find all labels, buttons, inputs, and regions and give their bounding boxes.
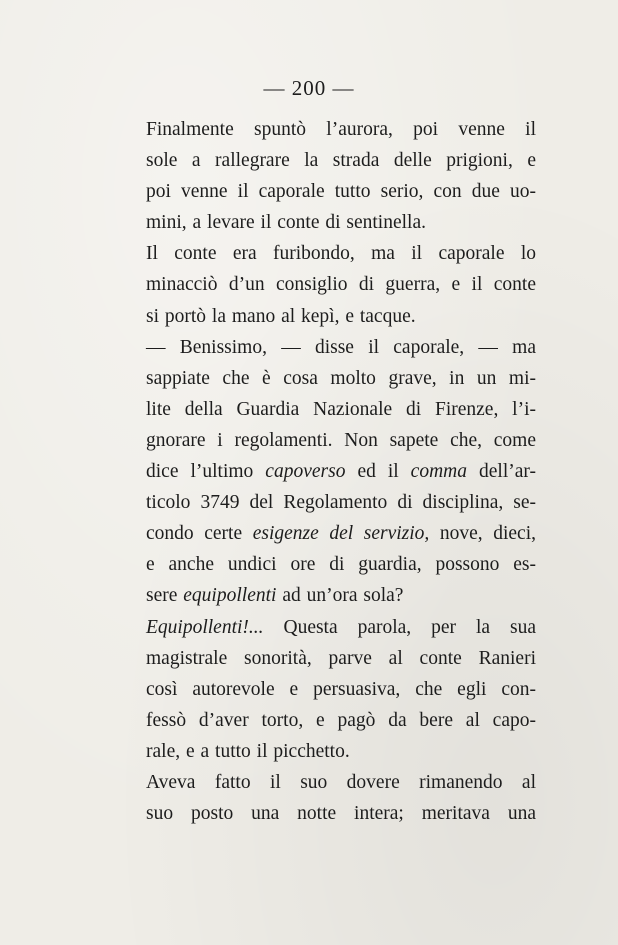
text-line: così autorevole e persuasiva, che egli con- — [146, 678, 536, 700]
text-line: dice l’ultimo capoverso ed il comma dell’ar- — [146, 461, 536, 483]
text-line: Aveva fatto il suo dovere rimanendo al — [146, 771, 536, 793]
text-line: e anche undici ore di guardia, possono es- — [146, 554, 536, 576]
text-line: sappiate che è cosa molto grave, in un mi- — [146, 367, 536, 389]
text-line: condo certe esigenze del servizio, nove, dieci, — [146, 523, 536, 545]
text-line: ticolo 3749 del Regolamento di disciplina, se- — [146, 492, 536, 514]
text-line: fessò d’aver torto, e pagò da bere al capo- — [146, 709, 536, 731]
text-line: sole a rallegrare la strada delle prigioni, e — [146, 150, 536, 172]
italic-term: capoverso — [265, 461, 346, 483]
paragraph — [132, 332, 536, 612]
text-line: — Benissimo, — disse il caporale, — ma — [146, 336, 536, 358]
text-line: mini, a levare il conte di sentinella. — [146, 212, 426, 234]
paragraph — [132, 612, 536, 767]
body-text — [132, 114, 536, 829]
text-line: si portò la mano al kepì, e tacque. — [146, 305, 416, 327]
text-line: rale, e a tutto il picchetto. — [146, 740, 350, 762]
text-line: Il conte era furibondo, ma il caporale lo — [146, 243, 536, 265]
text-line: Equipollenti!... Questa parola, per la sua — [146, 616, 536, 638]
text-line: suo posto una notte intera; meritava una — [146, 803, 536, 825]
page-number: — 200 — — [263, 76, 355, 100]
text-line: Finalmente spuntò l’aurora, poi venne il — [146, 119, 536, 140]
italic-term: Equipollenti!... — [146, 616, 264, 638]
italic-term: equipollenti — [183, 585, 277, 607]
paragraph — [132, 114, 536, 238]
italic-term: comma — [410, 461, 467, 483]
text-line: lite della Guardia Nazionale di Firenze, l’i- — [146, 398, 536, 420]
text-line: poi venne il caporale tutto serio, con due uo- — [146, 181, 536, 203]
text-line: magistrale sonorità, parve al conte Ranieri — [146, 647, 536, 669]
text-line: gnorare i regolamenti. Non sapete che, come — [146, 429, 536, 451]
text-line: sere equipollenti ad un’ora sola? — [146, 585, 404, 607]
text-line: minacciò d’un consiglio di guerra, e il conte — [146, 274, 536, 296]
italic-term: esigenze del servizio, — [252, 523, 430, 545]
paragraph — [132, 238, 536, 331]
paragraph — [132, 767, 536, 829]
